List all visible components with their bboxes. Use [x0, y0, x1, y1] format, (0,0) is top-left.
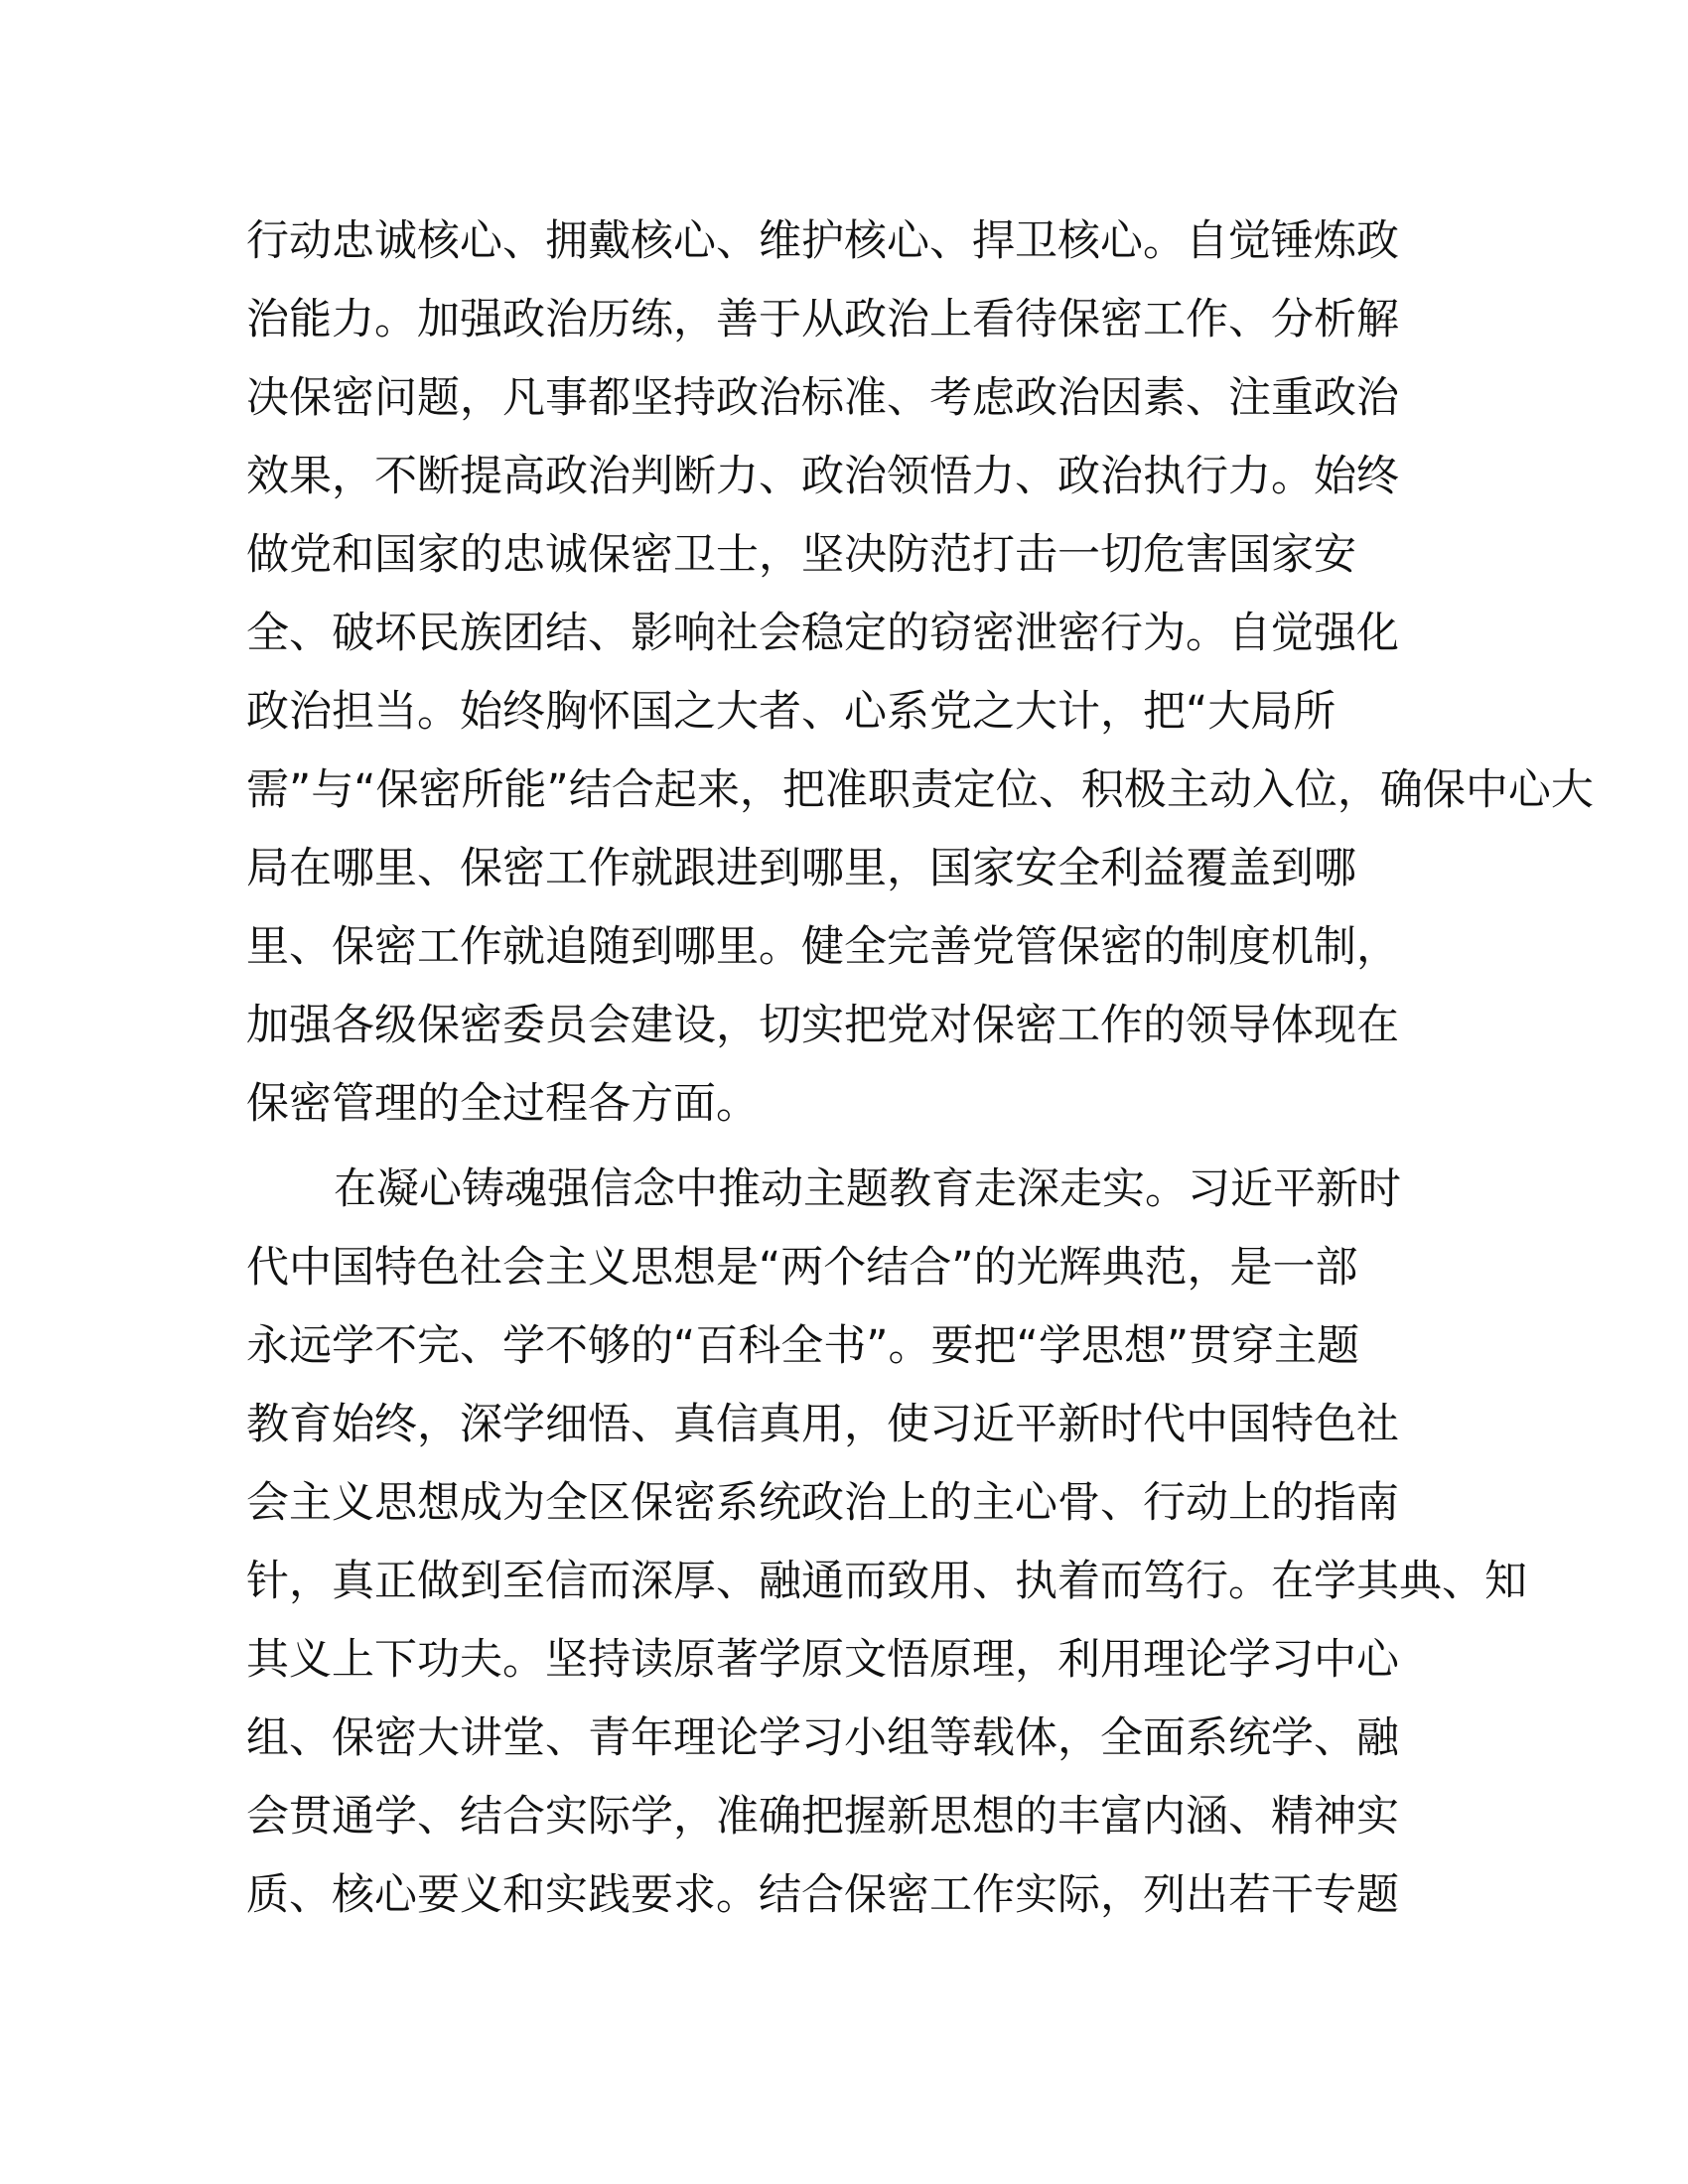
- paragraph-1-line-12: 保密管理的全过程各方面。: [246, 1079, 759, 1129]
- paragraph-1-line-4: 效果，不断提高政治判断力、政治领悟力、政治执行力。始终: [246, 452, 1399, 501]
- paragraph-1-line-8: 需”与“保密所能”结合起来，把准职责定位、积极主动入位，确保中心大: [246, 765, 1594, 815]
- paragraph-1-line-9: 局在哪里、保密工作就跟进到哪里，国家安全利益覆盖到哪: [246, 844, 1356, 893]
- paragraph-1-line-6: 全、破坏民族团结、影响社会稳定的窃密泄密行为。自觉强化: [246, 609, 1399, 658]
- paragraph-2-line-8: 组、保密大讲堂、青年理论学习小组等载体，全面系统学、融: [246, 1713, 1399, 1763]
- paragraph-2-line-3: 永远学不完、学不够的“百科全书”。要把“学思想”贯穿主题: [246, 1321, 1360, 1371]
- paragraph-1-line-10: 里、保密工作就追随到哪里。健全完善党管保密的制度机制，: [246, 922, 1399, 972]
- paragraph-1-line-5: 做党和国家的忠诚保密卫士，坚决防范打击一切危害国家安: [246, 530, 1356, 580]
- paragraph-2-line-7: 其义上下功夫。坚持读原著学原文悟原理，利用理论学习中心: [246, 1635, 1399, 1685]
- paragraph-2-line-4: 教育始终，深学细悟、真信真用，使习近平新时代中国特色社: [246, 1400, 1399, 1449]
- paragraph-1-line-11: 加强各级保密委员会建设，切实把党对保密工作的领导体现在: [246, 1001, 1399, 1050]
- paragraph-2-line-9: 会贯通学、结合实际学，准确把握新思想的丰富内涵、精神实: [246, 1792, 1399, 1842]
- paragraph-2-line-2: 代中国特色社会主义思想是“两个结合”的光辉典范，是一部: [246, 1243, 1358, 1293]
- paragraph-2-line-6: 针，真正做到至信而深厚、融通而致用、执着而笃行。在学其典、知: [246, 1557, 1527, 1606]
- paragraph-1-line-1: 行动忠诚核心、拥戴核心、维护核心、捍卫核心。自觉锤炼政: [246, 216, 1399, 266]
- paragraph-2-line-5: 会主义思想成为全区保密系统政治上的主心骨、行动上的指南: [246, 1478, 1399, 1528]
- paragraph-1-line-7: 政治担当。始终胸怀国之大者、心系党之大计，把“大局所: [246, 687, 1336, 737]
- paragraph-2-line-10: 质、核心要义和实践要求。结合保密工作实际，列出若干专题: [246, 1870, 1399, 1920]
- paragraph-2-line-1: 在凝心铸魂强信念中推动主题教育走深走实。习近平新时: [334, 1164, 1401, 1214]
- paragraph-1-line-2: 治能力。加强政治历练，善于从政治上看待保密工作、分析解: [246, 295, 1399, 344]
- paragraph-1-line-3: 决保密问题，凡事都坚持政治标准、考虑政治因素、注重政治: [246, 373, 1399, 423]
